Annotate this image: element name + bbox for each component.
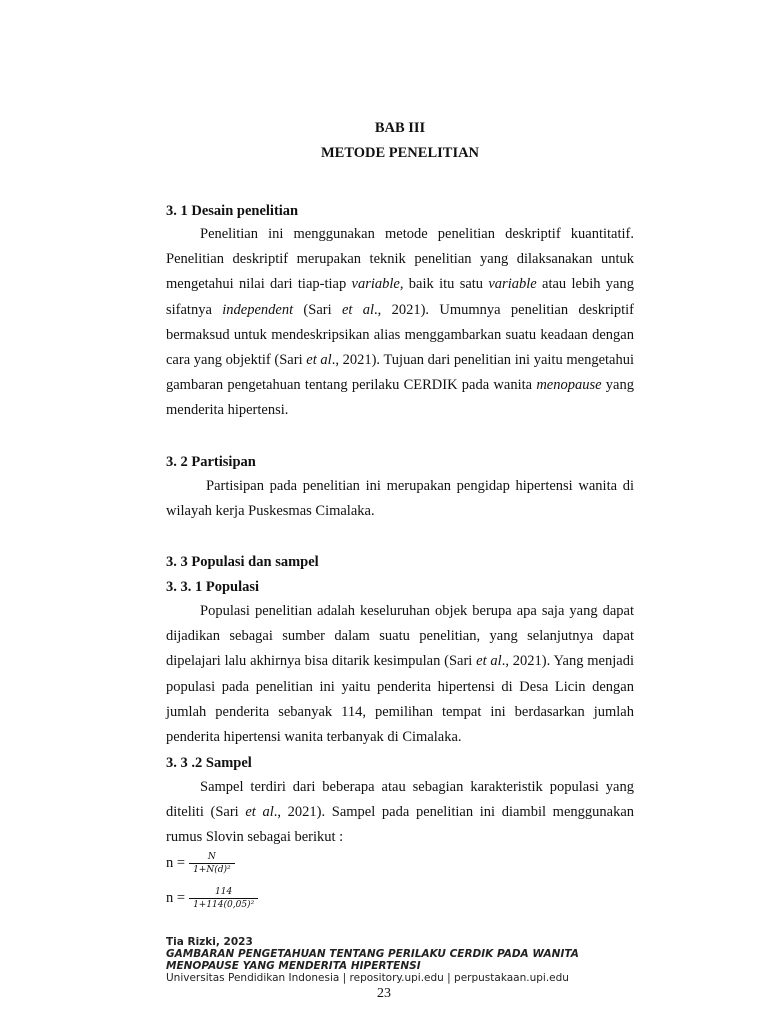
italic-term: independent xyxy=(222,301,294,318)
formula-fraction xyxy=(189,852,235,875)
chapter-title: METODE PENELITIAN xyxy=(320,145,480,161)
section-3-2-paragraph: Partisipan pada penelitian ini merupakan pengidap hipertensi wanita di wilayah kerja Puskesmas Cimalaka. xyxy=(166,478,634,520)
text-run: (Sari xyxy=(293,301,342,318)
text-run: atau lebih yang sifatnya xyxy=(166,276,634,318)
subsection-3-3-1-paragraph xyxy=(166,599,634,750)
italic-term: et al xyxy=(476,653,502,670)
text-run: Populasi penelitian adalah keseluruhan objek berupa apa saja yang dapat dijadikan sebagai sumber dalam suatu penelitian, yang selanjutnya dapat dipelajari lalu akhirnya bisa ditarik kesimpulan (Sari xyxy=(166,603,634,670)
italic-term: et al xyxy=(341,301,375,318)
page-footer xyxy=(166,936,646,984)
text-run: ., 2021). Sampel pada penelitian ini diambil menggunakan rumus Slovin sebagai berikut : xyxy=(166,804,635,846)
subsection-3-3-2-paragraph xyxy=(166,775,634,851)
footer-title: GAMBARAN PENGETAHUAN TENTANG PERILAKU CERDIK PADA WANITA MENOPAUSE YANG MENDERITA HIPERTENSI xyxy=(166,948,579,972)
formula-numerator: 114 xyxy=(215,887,233,897)
text-run: Sampel terdiri dari beberapa atau sebagian karakteristik populasi yang diteliti (Sari xyxy=(166,779,634,821)
italic-term: variable xyxy=(488,276,537,293)
formula-lhs: n = xyxy=(166,890,186,906)
formula-fraction xyxy=(189,887,258,910)
formula-denominator: 1+N(d)² xyxy=(189,863,235,875)
section-3-1-paragraph xyxy=(166,222,634,424)
slovin-formula-substituted xyxy=(166,887,258,910)
section-heading-3-2: 3. 2 Partisipan xyxy=(166,454,256,470)
formula-denominator: 1+114(0,05)² xyxy=(189,898,258,910)
footer-university: Universitas Pendidikan Indonesia | repository.upi.edu | perpustakaan.upi.edu xyxy=(166,972,569,984)
page-number: 23 xyxy=(377,986,391,1001)
footer-author: Tia Rizki, 2023 xyxy=(166,936,253,948)
italic-term: menopause xyxy=(536,377,602,394)
text-run: ., 2021). Yang menjadi populasi pada penelitian ini yaitu penderita hipertensi di Desa Licin dengan jumlah penderita sebanyak 114, pemilihan tempat ini berdasarkan jumlah penderita hipertensi wanita terbanyak di Cimalaka. xyxy=(166,653,634,746)
section-heading-3-1: 3. 1 Desain penelitian xyxy=(166,203,299,219)
text-run: Penelitian ini menggunakan metode penelitian deskriptif kuantitatif. Penelitian deskriptif merupakan teknik penelitian yang dilaksanakan untuk mengetahui nilai dari tiap-tiap xyxy=(166,226,634,293)
formula-lhs: n = xyxy=(166,855,186,871)
subsection-heading-3-3-1: 3. 3. 1 Populasi xyxy=(166,579,260,595)
formula-numerator: N xyxy=(207,852,216,862)
text-run: ., 2021). Umumnya penelitian deskriptif bermaksud untuk mendeskripsikan alias menggambarkan suatu keadaan dengan cara yang objektif (Sari xyxy=(166,301,634,369)
italic-term: et al xyxy=(306,352,332,369)
italic-term: et al xyxy=(245,804,274,821)
chapter-number: BAB III xyxy=(374,120,426,136)
slovin-formula xyxy=(166,852,235,875)
text-run: yang menderita hipertensi. xyxy=(166,377,634,419)
text-run: ., 2021). Tujuan dari penelitian ini yaitu mengetahui gambaran pengetahuan tentang perilaku CERDIK pada wanita xyxy=(166,352,634,394)
subsection-heading-3-3-2: 3. 3 .2 Sampel xyxy=(166,755,252,771)
text-run: , baik itu satu xyxy=(399,276,489,293)
italic-term: variable xyxy=(351,276,400,293)
section-heading-3-3: 3. 3 Populasi dan sampel xyxy=(166,554,319,570)
